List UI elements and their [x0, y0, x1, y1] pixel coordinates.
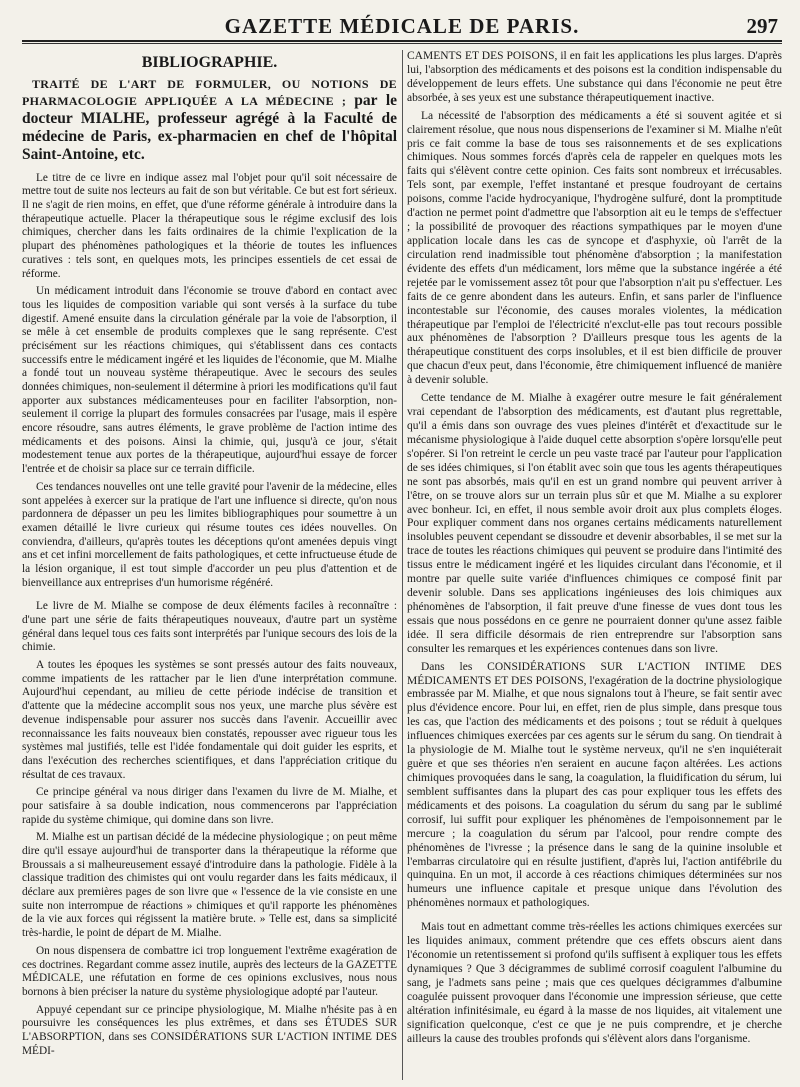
paragraph: Cette tendance de M. Mialhe à exagérer outre mesure le fait généralement vrai cependant de l'absorption des médicaments, est d'autant plus regrettable, qu'il a émis dans son ouvrage des vues pleines d'intérêt et d'exactitude sur le mécanisme physiologique à l'aide duquel cette absorption s'opère lorsqu'elle peut s'opérer. Si l'on retreint le cercle un peu vaste tracé par l'auteur pour l'application de ses idées chimiques, si l'on établit avec soin que tous les agents thérapeutiques ne sont pas absorbés, mais qu'il en est un grand nombre qui peuvent arriver à l'être, on se trouve alors sur un terrain plus sûr et que M. Mialhe a su explorer avec bonheur. Ici, en effet, il nous semble avoir droit aux plus complets éloges. Pour expliquer comment dans nos organes certains médicaments naturellement insolubles peuvent cependant se dissoudre et devenir absorbables, il se met sur la trace de toutes les réactions chimiques qui peuvent se produire dans l'intimité des tissus entre le médicament ingéré et les liquides circulant dans l'économie, et il montre par quelle suite variée d'influences chimiques ce composé finit par devenir soluble. Dans ses applications ingénieuses des lois chimiques aux phénomènes de l'absorption, il fait preuve d'une finesse de vues dont tous les essais que nous possédons en ce genre ne pourraient donner qu'une assez faible idée. Il sera difficile désormais de rien entreprendre sur l'absorption sans consulter les remarques et les expériences contenues dans son livre. [407, 392, 782, 655]
paragraph: Mais tout en admettant comme très-réelles les actions chimiques exercées sur les liquides animaux, comment prétendre que ces effets obscurs aient dans l'économie un retentissement si profond qu'ils suffisent à expliquer tous les effets dynamiques ? Que 3 décigrammes de sublimé corrosif coagulent l'albumine du sang, je l'admets sans peine ; mais que ces quelques décigrammes d'albumine coagulée puissent provoquer dans l'économie une impression sérieuse, que cette altération infinitésimale, eu égard à la masse de nos liquides, ait vitalement une signification quelconque, c'est ce que je ne puis comprendre, et je cherche ailleurs la cause des troubles profonds qui s'élèvent alors dans l'organisme. [407, 921, 782, 1045]
paragraph: La nécessité de l'absorption des médicaments a été si souvent agitée et si clairement résolue, que nous nous dispenserions de l'examiner si M. Mialhe n'eût pris ce fait comme la base de tous ses raisonnements et de ses explications chimiques. Nous sommes forcés d'après cela de rappeler en quelques mots les faits qui s'élèvent contre cette opinion. Ces faits sont nombreux et irrécusables. Tels sont, par exemple, l'effet instantané et presque foudroyant de certains poisons, comme l'acide hydrocyanique, l'hydrogène sulfuré, dont la promptitude d'action ne permet point d'admettre que l'absorption ait eu le temps de s'effectuer ; la possibilité de provoquer des réactions sympathiques par le moyen d'une application locale dans les cas de syncope et d'asphyxie, où l'arrêt de la circulation rend inadmissible tout phénomène d'absorption ; la manifestation évidente des effets d'un médicament, lors même que la substance ingérée a été rejetée par le vomissement assez tôt pour que l'absorption n'ait pu s'effectuer. Les faits de ce genre abondent dans les auteurs. Enfin, et sans parler de l'influence incontestable sur l'économie, des causes morales violentes, la médication thérapeutique par l'emploi de l'électricité n'exclut-elle pas tout recours possible aux phénomènes de l'absorption ? D'ailleurs presque tous les agents de la thérapeutique constituent des corps insolubles, et il est bien difficile de prouver que chacun d'eux peut, dans l'économie, être chimiquement influencé de manière à devenir soluble. [407, 109, 782, 387]
paragraph: A toutes les époques les systèmes se sont pressés autour des faits nouveaux, comme impatients de les rattacher par le lien d'une interprétation commune. Aujourd'hui cependant, au milieu de cette période indécise de transition et d'attente que la médecine accomplit sous nos yeux, une marche plus sévère est devenue indispensable pour assurer nos succès dans l'avenir. Accueillir avec reconnaissance les faits nouveaux bien constatés, repousser avec rigueur tous les systèmes mal justifiés, telle est l'idée fondamentale qui doit guider les esprits, et dans l'exécution des recherches scientifiques, et dans l'appréciation critique du résultat de ces travaux. [22, 659, 397, 781]
book-title [22, 76, 397, 164]
left-column [22, 50, 397, 1080]
paragraph: CAMENTS ET DES POISONS, il en fait les applications les plus larges. D'après lui, l'absorption des médicaments et des poisons est la condition indispensable du développement de leurs effets. Une substance qui dans l'économie ne peut être absorbée, à ses yeux est une substance thérapeutiquement inactive. [407, 50, 782, 104]
text-columns [22, 50, 782, 1080]
paragraph: Le titre de ce livre en indique assez mal l'objet pour qu'il soit nécessaire de mettre tout de suite nos lecteurs au fait de son but véritable. Ce but est fort sérieux. Il ne s'agit de rien moins, en effet, que d'une réforme générale à introduire dans la thérapeutique actuelle. Placer la thérapeutique sous le régime exclusif des lois chimiques, chercher dans les faits ordinaires de la chimie l'explication de la plupart des phénomènes pathologiques et la théorie de toutes les influences curatives : tels sont, en quelques mots, les principes essentiels de cet essai de réforme. [22, 171, 397, 280]
paragraph: Dans les CONSIDÉRATIONS SUR L'ACTION INTIME DES MÉDICAMENTS ET DES POISONS, l'exagération de la doctrine physiologique embrassée par M. Mialhe, et que nous signalons tout à l'heure, se fait sentir avec plus d'évidence encore. Pour lui, en effet, rien de plus simple, dans presque tous les cas, que l'action des médicaments et des poisons ; tout se réduit à quelques influences chimiques exercées par ces agents sur le sérum du sang. On tiendrait à la physiologie de M. Mialhe tout le système nerveux, qu'il ne s'en inquiéterait guère et que ses théories n'en seraient en aucune façon altérées. Les actions chimiques provoquées dans le sang, la coagulation, la fluidification du sérum, lui semblent suffisantes dans la plupart des cas pour expliquer tous les effets des médicaments et des poisons. La coagulation du sérum du sang par le sublimé corrosif, lui suffit pour expliquer les phénomènes de l'empoisonnement par le mercure ; la coagulation du sérum par l'alcool, pour rendre compte des phénomènes de l'ivresse ; la présence dans le sang de la quinine insoluble et l'embarras circulatoire qui en résulte justifient, d'après lui, l'action antifébrile du quinquina. En un mot, il accorde à ces réactions chimiques déterminées sur nos humeurs une influence capitale et presque unique dans l'évolution des phénomènes normaux et pathologiques. [407, 660, 782, 910]
book-title-caps: TRAITÉ DE L'ART DE FORMULER, OU NOTIONS DE PHARMACOLOGIE APPLIQUÉE A LA MÉDECINE ; [22, 76, 397, 108]
book-title-author: par le docteur MIALHE, professeur agrégé à la Faculté de médecine de Paris, ex-pharmacien en chef de l'hôpital Saint-Antoine, etc. [22, 91, 397, 163]
header-rule [22, 43, 782, 44]
right-column [407, 50, 782, 1080]
page-number: 297 [746, 14, 778, 38]
paragraph: M. Mialhe est un partisan décidé de la médecine physiologique ; on peut même dire qu'il essaye aujourd'hui de transporter dans la thérapeutique la réforme que Broussais a si malheureusement essayé d'introduire dans la pathologie. Fidèle à la classique tradition des chimistes qui ont voulu regarder dans les faits médicaux, il déclare aux premières pages de son livre que « l'essence de la vie consiste en une suite non interrompue de réactions » chimiques et qu'il rapporte les phénomènes de la vie aux forces qui régissent la matière brute. » Telle est, dans sa simplicité très-hardie, le point de départ de M. Mialhe. [22, 831, 397, 940]
newspaper-page [22, 10, 782, 1080]
section-title: BIBLIOGRAPHIE. [141, 54, 278, 71]
paragraph: Le livre de M. Mialhe se compose de deux éléments faciles à reconnaître : d'une part une série de faits thérapeutiques nouveaux, d'autre part un système général dans lequel tous ces faits sont interprétés par l'unique secours des lois de la chimie. [22, 600, 397, 654]
paragraph: Appuyé cependant sur ce principe physiologique, M. Mialhe n'hésite pas à en poursuivre les conséquences les plus extrêmes, et dans ses ÉTUDES SUR L'ABSORPTION, dans ses CONSIDÉRATIONS SUR L'ACTION INTIME DES MÉDI- [22, 1003, 397, 1057]
page-header [22, 10, 782, 42]
paragraph: On nous dispensera de combattre ici trop longuement l'extrême exagération de ces doctrines. Regardant comme assez inutile, auprès des lecteurs de la GAZETTE MÉDICALE, une réfutation en forme de ces opinions exclusives, nous nous bornons à bien préciser la nature du système physiologique adopté par l'auteur. [22, 944, 397, 998]
journal-title: GAZETTE MÉDICALE DE PARIS. [224, 14, 580, 38]
paragraph: Ces tendances nouvelles ont une telle gravité pour l'avenir de la médecine, elles sont appelées à exercer sur la pratique de l'art une influence si directe, qu'on nous pardonnera de dépasser un peu les limites bibliographiques pour soumettre à un examen détaillé le livre curieux qui résume toutes ces idées nouvelles. On conviendra, d'ailleurs, qu'après toutes les déceptions qu'ont amenées depuis vingt ans et cet infini morcellement de faits pathologiques, et cette infructueuse étude de la lésion organique, il est tout simple d'accorder un peu plus d'attention et de bienveillance aux entreprises d'un humorisme régénéré. [22, 480, 397, 589]
paragraph: Ce principe général va nous diriger dans l'examen du livre de M. Mialhe, et pour satisfaire à sa double indication, nous commencerons par l'appréciation rapide du système chimique, qui domine dans son livre. [22, 786, 397, 826]
paragraph: Un médicament introduit dans l'économie se trouve d'abord en contact avec tous les liquides de composition variable qui sont versés à la surface du tube digestif. Amené ensuite dans la circulation générale par la voie de l'absorption, il se mêle à cet ensemble de produits complexes que le sang représente. C'est précisément sur les réactions chimiques, qui s'établissent dans ces contacts successifs entre le médicament ingéré et les liquides de l'économie, que M. Mialhe a fondé tout un nouveau système thérapeutique. Avec le secours des seules données chimiques, non-seulement il détermine à priori les modifications qu'il faut apporter aux substances médicamenteuses pour en faciliter l'absorption, non-seulement il corrige la plupart des formules consacrées par l'usage, mais il espère encore résoudre, sans autres éléments, le grave problème de l'action intime des médicaments et des poisons. Ainsi la chimie, qui, jusqu'à ce jour, s'était modestement tenue aux portes de la thérapeutique, aujourd'hui essaye de forcer l'entrée et de choisir sa place sur ce terrain difficile. [22, 285, 397, 476]
